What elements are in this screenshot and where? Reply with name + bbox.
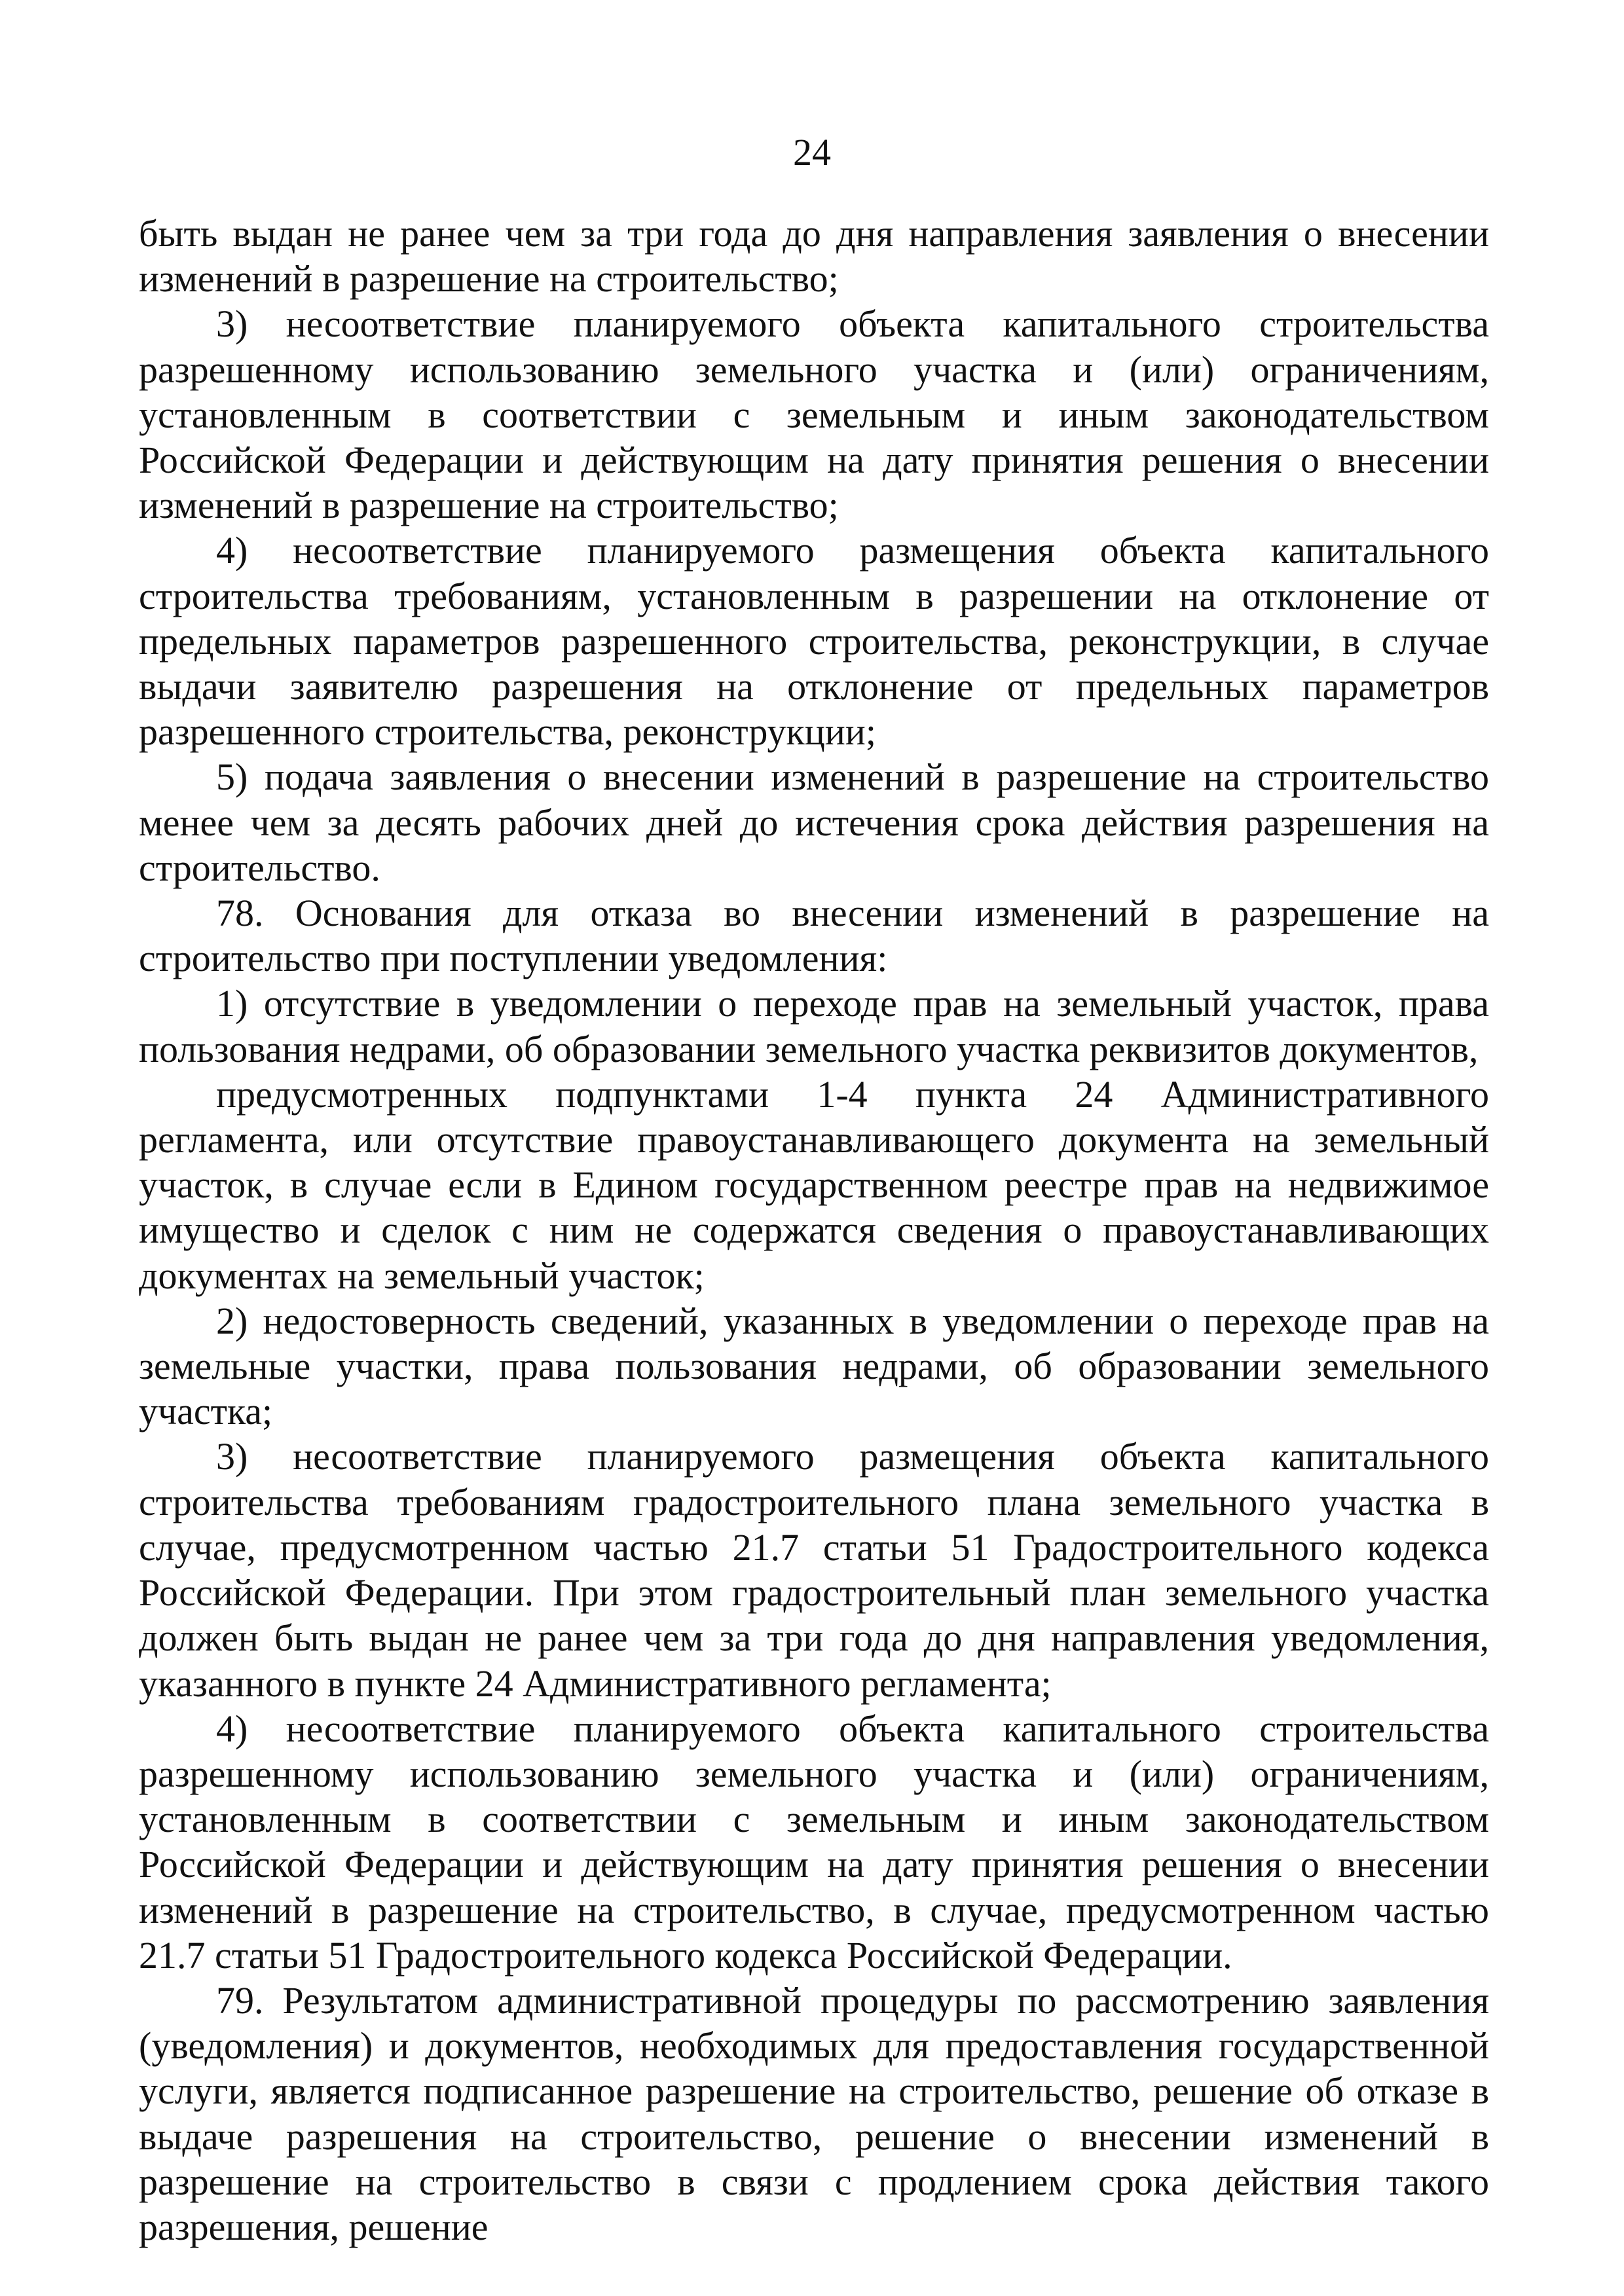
page-number: 24 [793,131,831,173]
paragraph-section-78-item-3: 3) несоответствие планируемого размещения объекта капитального строительства требованиям градостроительного плана земельного участка в случае, предусмотренном частью 21.7 статьи 51 Градостроительного кодекса Российской Федерации. При этом градостроительный план земельного участка должен быть выдан не ранее чем за три года до дня направления уведомления, указанного в пункте 24 Административного регламента; [139,1435,1489,1705]
paragraph-section-78-item-4: 4) несоответствие планируемого объекта капитального строительства разрешенному использованию земельного участка и (или) ограничениям, установленным в соответствии с земельным и иным законодательством Российской Федерации и действующим на дату принятия решения о внесении изменений в разрешение на строительство, в случае, предусмотренном частью 21.7 статьи 51 Градостроительного кодекса Российской Федерации. [139,1707,1489,1977]
paragraph-item-5: 5) подача заявления о внесении изменений в разрешение на строительство менее чем за десять рабочих дней до истечения срока действия разрешения на строительство. [139,756,1489,889]
paragraph-section-78-item-2: 2) недостоверность сведений, указанных в уведомлении о переходе прав на земельные участки, права пользования недрами, об образовании земельного участка; [139,1299,1489,1433]
paragraph-section-78-item-1-continued: предусмотренных подпунктами 1-4 пункта 24 Административного регламента, или отсутствие правоустанавливающего документа на земельный участок, в случае если в Едином государственном реестре прав на недвижимое имущество и сделок с ним не содержатся сведения о правоустанавливающих документах на земельный участок; [139,1072,1489,1297]
paragraph-item-4: 4) несоответствие планируемого размещения объекта капитального строительства требованиям, установленным в разрешении на отклонение от предельных параметров разрешенного строительства, реконструкции, в случае выдачи заявителю разрешения на отклонение от предельных параметров разрешенного строительства, реконструкции; [139,529,1489,754]
paragraph-continuation: быть выдан не ранее чем за три года до дня направления заявления о внесении изменений в разрешение на строительство; [139,212,1489,301]
paragraph-section-78-item-1: 1) отсутствие в уведомлении о переходе прав на земельный участок, права пользования недрами, об образовании земельного участка реквизитов документов, [139,982,1489,1070]
document-body [139,211,1489,2250]
paragraph-section-78: 78. Основания для отказа во внесении изменений в разрешение на строительство при поступлении уведомления: [139,892,1489,980]
paragraph-section-79: 79. Результатом административной процедуры по рассмотрению заявления (уведомления) и документов, необходимых для предоставления государственной услуги, является подписанное разрешение на строительство, решение об отказе в выдаче разрешения на строительство, решение о внесении изменений в разрешение на строительство в связи с продлением срока действия такого разрешения, решение [139,1978,1489,2248]
paragraph-item-3: 3) несоответствие планируемого объекта капитального строительства разрешенному использованию земельного участка и (или) ограничениям, установленным в соответствии с земельным и иным законодательством Российской Федерации и действующим на дату принятия решения о внесении изменений в разрешение на строительство; [139,302,1489,527]
